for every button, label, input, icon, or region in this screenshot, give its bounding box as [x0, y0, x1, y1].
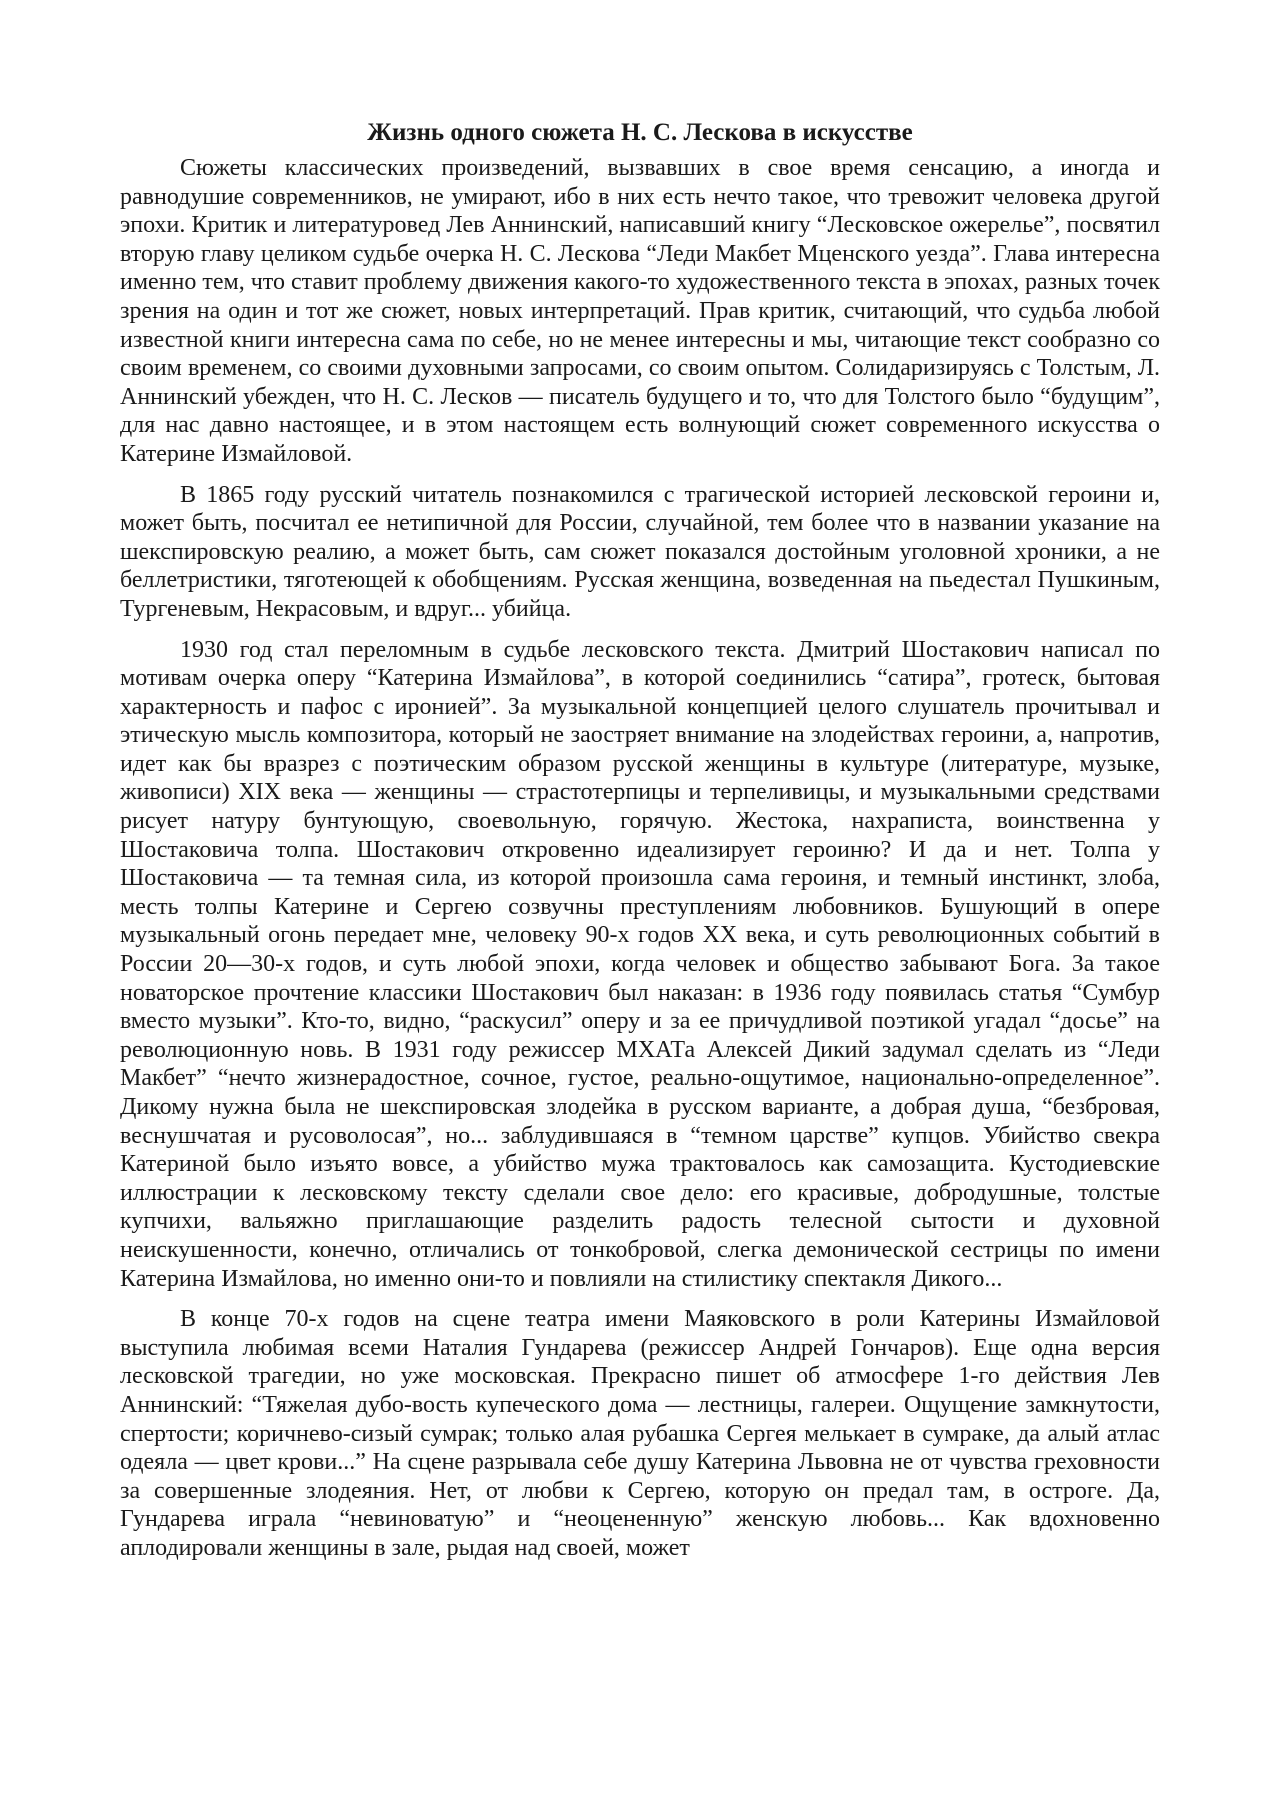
document-page	[120, 118, 1160, 1575]
paragraph-1: Сюжеты классических произведений, вызвавших в свое время сенсацию, а иногда и равнодушие современников, не умирают, ибо в них есть нечто такое, что тревожит человека другой эпохи. Критик и литературовед Лев Аннинский, написавший книгу “Лесковское ожерелье”, посвятил вторую главу целиком судьбе очерка Н. С. Лескова “Леди Макбет Мценского уезда”. Глава интересна именно тем, что ставит проблему движения какого-то художественного текста в эпохах, разных точек зрения на один и тот же сюжет, новых интерпретаций. Прав критик, считающий, что судьба любой известной книги интересна сама по себе, но не менее интересны и мы, читающие текст сообразно со своим временем, со своими духовными запросами, со своим опытом. Солидаризируясь с Толстым, Л. Аннинский убежден, что Н. С. Лесков — писатель будущего и то, что для Толстого было “будущим”, для нас давно настоящее, и в этом настоящем есть волнующий сюжет современного искусства о Катерине Измайловой.	[120, 155, 1160, 467]
paragraph-3: 1930 год стал переломным в судьбе лесковского текста. Дмитрий Шостакович написал по мотивам очерка оперу “Катерина Измайлова”, в которой соединились “сатира”, гротеск, бытовая характерность и пафос с иронией”. За музыкальной концепцией целого слушатель прочитывал и этическую мысль композитора, который не заостряет внимание на злодействах героини, а, напротив, идет как бы вразрез с поэтическим образом русской женщины в культуре (литературе, музыке, живописи) XIX века — женщины — страстотерпицы и терпеливицы, и музыкальными средствами рисует натуру бунтующую, своевольную, горячую. Жестока, нахраписта, воинственна у Шостаковича толпа. Шостакович откровенно идеализирует героиню? И да и нет. Толпа у Шостаковича — та темная сила, из которой произошла сама героиня, и темный инстинкт, злоба, месть толпы Катерине и Сергею созвучны преступлениям любовников. Бушующий в опере музыкальный огонь передает мне, человеку 90-х годов XX века, и суть революционных событий в России 20—30-х годов, и суть любой эпохи, когда человек и общество забывают Бога. За такое новаторское прочтение классики Шостакович был наказан: в 1936 году появилась статья “Сумбур вместо музыки”. Кто-то, видно, “раскусил” оперу и за ее причудливой поэтикой угадал “досье” на революционную новь. В 1931 году режиссер МХАТа Алексей Дикий задумал сделать из “Леди Макбет” “нечто жизнерадостное, сочное, густое, реально-ощутимое, национально-определенное”. Дикому нужна была не шекспировская злодейка в русском варианте, а добрая душа, “безбровая, веснушчатая и русоволосая”, но... заблудившаяся в “темном царстве” купцов. Убийство свекра Катериной было изъято вовсе, а убийство мужа трактовалось как самозащита. Кустодиевские иллюстрации к лесковскому тексту сделали свое дело: его красивые, добродушные, толстые купчихи, вальяжно приглашающие разделить радость телесной сытости и духовной неискушенности, конечно, отличались от тонкобровой, слегка демонической сестрицы по имени Катерина Измайлова, но именно они-то и повлияли на стилистику спектакля Дикого...	[120, 636, 1160, 1292]
document-title: Жизнь одного сюжета Н. С. Лескова в искусстве	[367, 119, 913, 146]
paragraph-2: В 1865 году русский читатель познакомился с трагической историей лесковской героини и, может быть, посчитал ее нетипичной для России, случайной, тем более что в названии указание на шекспировскую реалию, а может быть, сам сюжет показался достойным уголовной хроники, а не беллетристики, тяготеющей к обобщениям. Русская женщина, возведенная на пьедестал Пушкиным, Тургеневым, Некрасовым, и вдруг... убийца.	[120, 481, 1160, 622]
paragraph-4: В конце 70-х годов на сцене театра имени Маяковского в роли Катерины Измайловой выступила любимая всеми Наталия Гундарева (режиссер Андрей Гончаров). Еще одна версия лесковской трагедии, но уже московская. Прекрасно пишет об атмосфере 1-го действия Лев Аннинский: “Тяжелая дубо-вость купеческого дома — лестницы, галереи. Ощущение замкнутости, спертости; коричнево-сизый сумрак; только алая рубашка Сергея мелькает в сумраке, да алый атлас одеяла — цвет крови...” На сцене разрывала себе душу Катерина Львовна не от чувства греховности за совершенные злодеяния. Нет, от любви к Сергею, которую он предал там, в остроге. Да, Гундарева играла “невиноватую” и “неоцененную” женскую любовь... Как вдохновенно аплодировали женщины в зале, рыдая над своей, может	[120, 1306, 1160, 1561]
